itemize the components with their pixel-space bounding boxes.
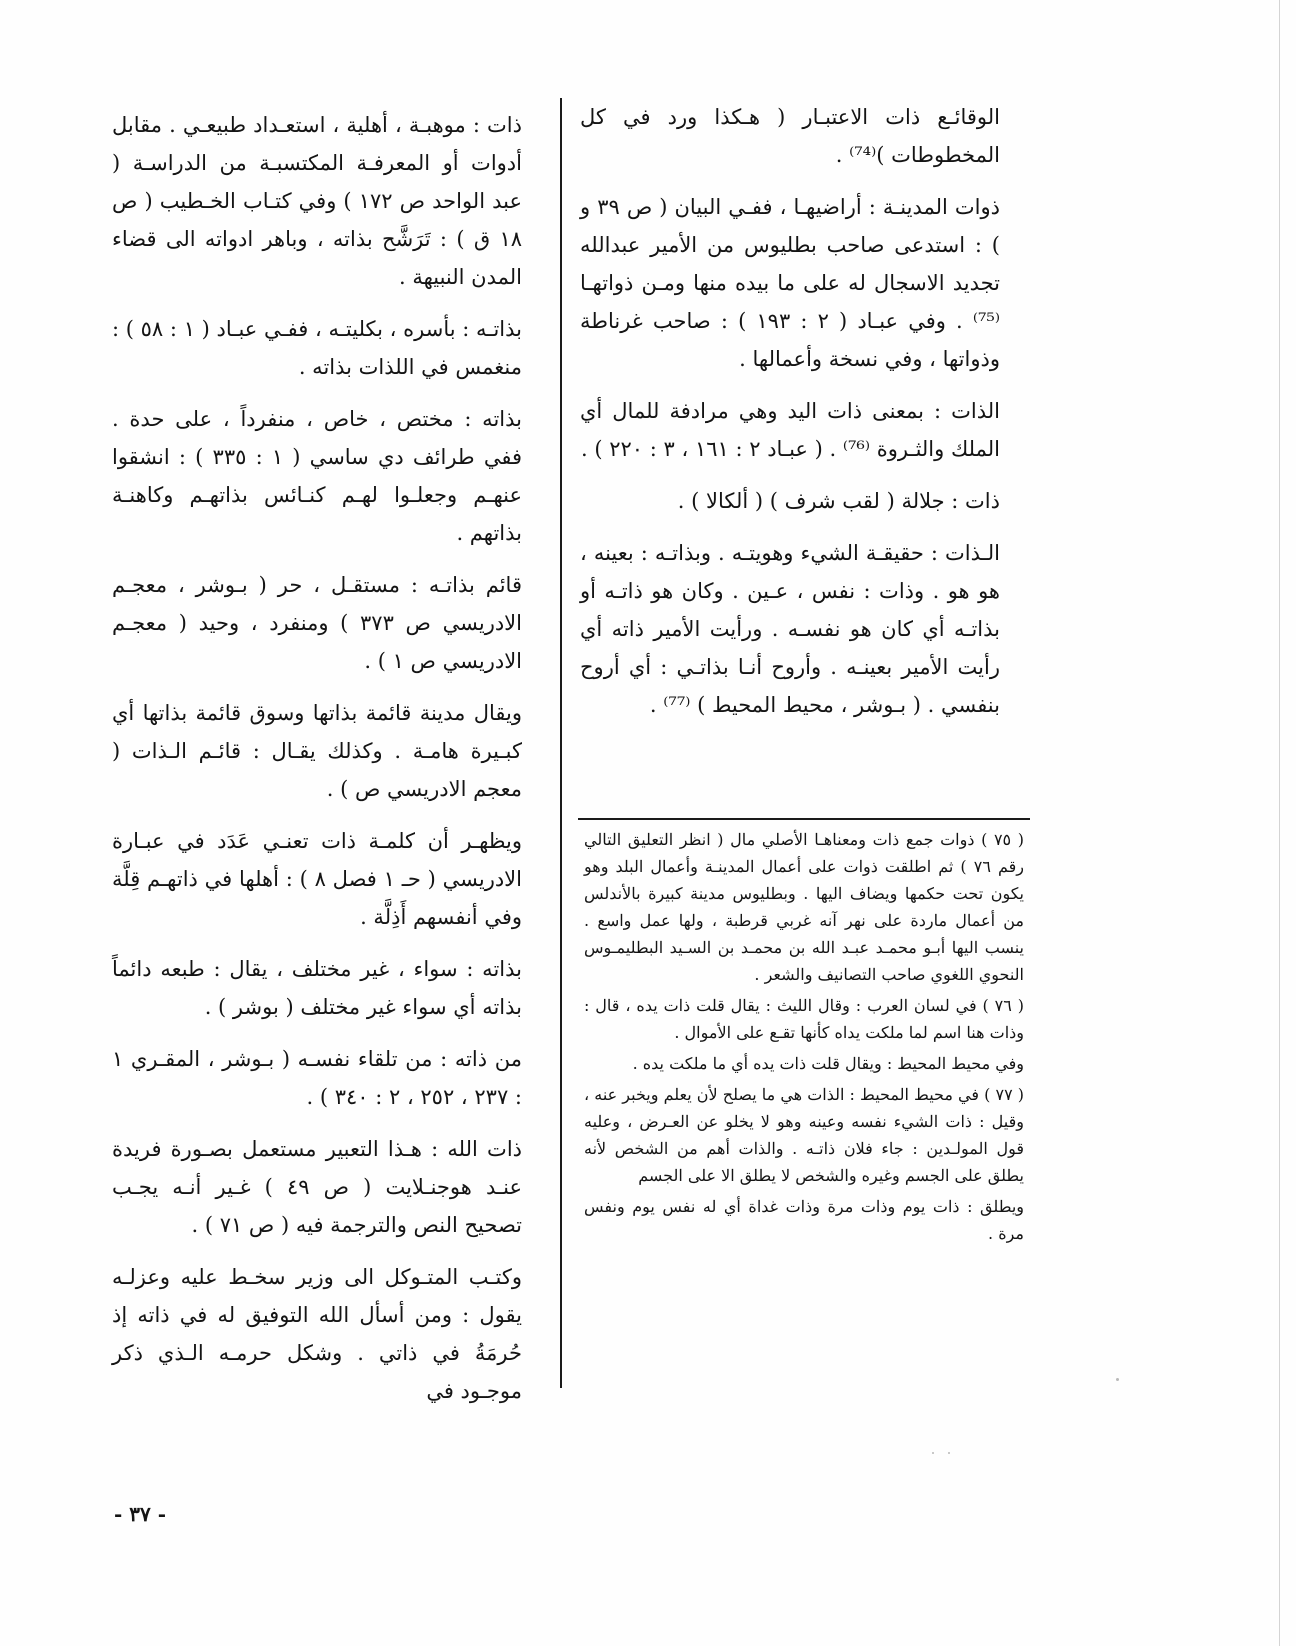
- paragraph: ويقال مدينة قائمة بذاتها وسوق قائمة بذاتها أي كبـيرة هامـة . وكذلك يقـال : قائـم الـذات ( معجم الادريسي ص ) .: [112, 701, 522, 801]
- footnote: ( ٧٥ ) ذوات جمع ذات ومعناهـا الأصلي مال ( انظر التعليق التالي رقم ٧٦ ) ثم اطلقت ذوات على أعمال المدينـة وأعمال البلد وهو يكون تحت حكمها ويضاف اليها . وبطليوس مدينة كبيرة بالأندلس من أعمال ماردة على نهر آنه غربي قرطبة ، ولها عمل واسع . ينسب اليها أبـو محمـد عبـد الله بن محمـد بن السـيد البطليمـوس النحوي اللغوي صاحب التصانيف والشعر .: [584, 830, 1025, 984]
- paragraph: ذات الله : هـذا التعبير مستعمل بصـورة فريدة عنـد هوجنـلايت ( ص ٤٩ ) غـير أنـه يجـب تصحيح النص والترجمة فيه ( ص ٧١ ) .: [112, 1137, 522, 1237]
- footnote: ويطلق : ذات يوم وذات مرة وذات غداة أي له نفس يوم ونفس مرة .: [584, 1197, 1024, 1243]
- footnote-separator: [578, 818, 1030, 820]
- paragraph: من ذاته : من تلقاء نفسـه ( بـوشر ، المقـري ١ : ٢٣٧ ، ٢٥٢ ، ٢ : ٣٤٠ ) .: [112, 1047, 522, 1109]
- paragraph: ويظهـر أن كلمـة ذات تعنـي عَدَد في عبـارة الادريسي ( حـ ١ فصل ٨ ) : أهلها في ذاتهـم قِلَّة وفي أنفسهم أَذِلَّة .: [112, 829, 522, 929]
- left-text-column: [112, 106, 522, 1424]
- scan-edge-line: [1279, 0, 1280, 1646]
- paragraph: الذات : بمعنى ذات اليد وهي مرادفة للمال أي الملك والثـروة ⁽⁷⁶⁾ . ( عبـاد ٢ : ١٦١ ، ٣ : ٢٢٠ ) .: [580, 399, 1000, 461]
- page-number: - ٣٧ -: [114, 1502, 167, 1526]
- paragraph: وكتـب المتـوكل الى وزير سخـط عليه وعزلـه يقول : ومن أسأل الله التوفيق له في ذاته إذ حُرمَةُ في ذاتي . وشكل حرمـه الـذي ذكر موجـود في: [112, 1265, 522, 1403]
- paragraph: ذات : موهبـة ، أهلية ، استعـداد طبيعـي . مقابل أدوات أو المعرفـة المكتسبـة من الدراسـة ( عبد الواحد ص ١٧٢ ) وفي كتـاب الخـطيب ( ص ١٨ ق ) : تَرَشَّح بذاته ، وباهر ادواته الى قضاء المدن النبيهة .: [112, 113, 522, 289]
- scan-speck: [948, 1452, 950, 1454]
- footnotes: [584, 826, 1024, 1251]
- paragraph: الوقائـع ذات الاعتبـار ( هـكذا ورد في كل المخطوطات )⁽⁷⁴⁾ .: [580, 105, 1000, 167]
- scan-speck: [932, 1452, 934, 1454]
- paragraph: بذاته : مختص ، خاص ، منفرداً ، على حدة . ففي طرائف دي ساسي ( ١ : ٣٣٥ ) : انشقوا عنهـم وجعلـوا لهـم كنـائس بذاتهـم وكاهنـة بذاتهم .: [112, 407, 522, 545]
- right-text-column: [580, 98, 1000, 738]
- footnote: ( ٧٧ ) في محيط المحيط : الذات هي ما يصلح لأن يعلم ويخبر عنه ، وقيل : ذات الشيء نفسه وعينه وهو لا يخلو عن العـرض ، وعليه قول المولـدين : جاء فلان ذاتـه . والذات أهم من الشخص لأنه يطلق على الجسم وغيره والشخص لا يطلق الا على الجسم: [584, 1085, 1024, 1185]
- footnote: ( ٧٦ ) في لسان العرب : وقال الليث : يقال قلت ذات يده ، قال : وذات هنا اسم لما ملكت يداه كأنها تقـع على الأموال .: [584, 996, 1024, 1042]
- paragraph: ذوات المدينـة : أراضيهـا ، ففـي البيان ( ص ٣٩ و ) : استدعى صاحب بطليوس من الأمير عبدالله تجديد الاسجال له على ما بيده منها ومـن ذواتهـا ⁽⁷⁵⁾ . وفي عبـاد ( ٢ : ١٩٣ ) : صاحب غرناطة وذواتها ، وفي نسخة وأعمالها .: [580, 195, 1001, 371]
- footnote: وفي محيط المحيط : ويقال قلت ذات يده أي ما ملكت يده .: [632, 1054, 1024, 1073]
- column-divider: [560, 98, 562, 1388]
- paragraph: الـذات : حقيقـة الشيء وهويتـه . وبذاتـه : بعينه ، هو هو . وذات : نفس ، عـين . وكان هو ذاتـه أو بذاتـه أي كان هو نفسـه . ورأيت الأمير ذاته أي رأيت الأمير بعينـه . وأروح أنـا بذاتـي : أي أروح بنفسي . ( بـوشر ، محيط المحيط ) ⁽⁷⁷⁾ .: [580, 541, 1000, 717]
- paragraph: ذات : جلالة ( لقب شرف ) ( ألكالا ) .: [677, 489, 1000, 513]
- paragraph: بذاتـه : بأسره ، بكليتـه ، ففـي عبـاد ( ١ : ٥٨ ) : منغمس في اللذات بذاته .: [112, 317, 522, 379]
- paragraph: بذاته : سواء ، غير مختلف ، يقال : طبعه دائماً بذاته أي سواء غير مختلف ( بوشر ) .: [112, 957, 522, 1019]
- paragraph: قائم بذاتـه : مستقـل ، حر ( بـوشر ، معجـم الادريسي ص ٣٧٣ ) ومنفرد ، وحيد ( معجـم الادريسي ص ١ ) .: [112, 573, 522, 673]
- scan-speck: [1116, 1378, 1119, 1381]
